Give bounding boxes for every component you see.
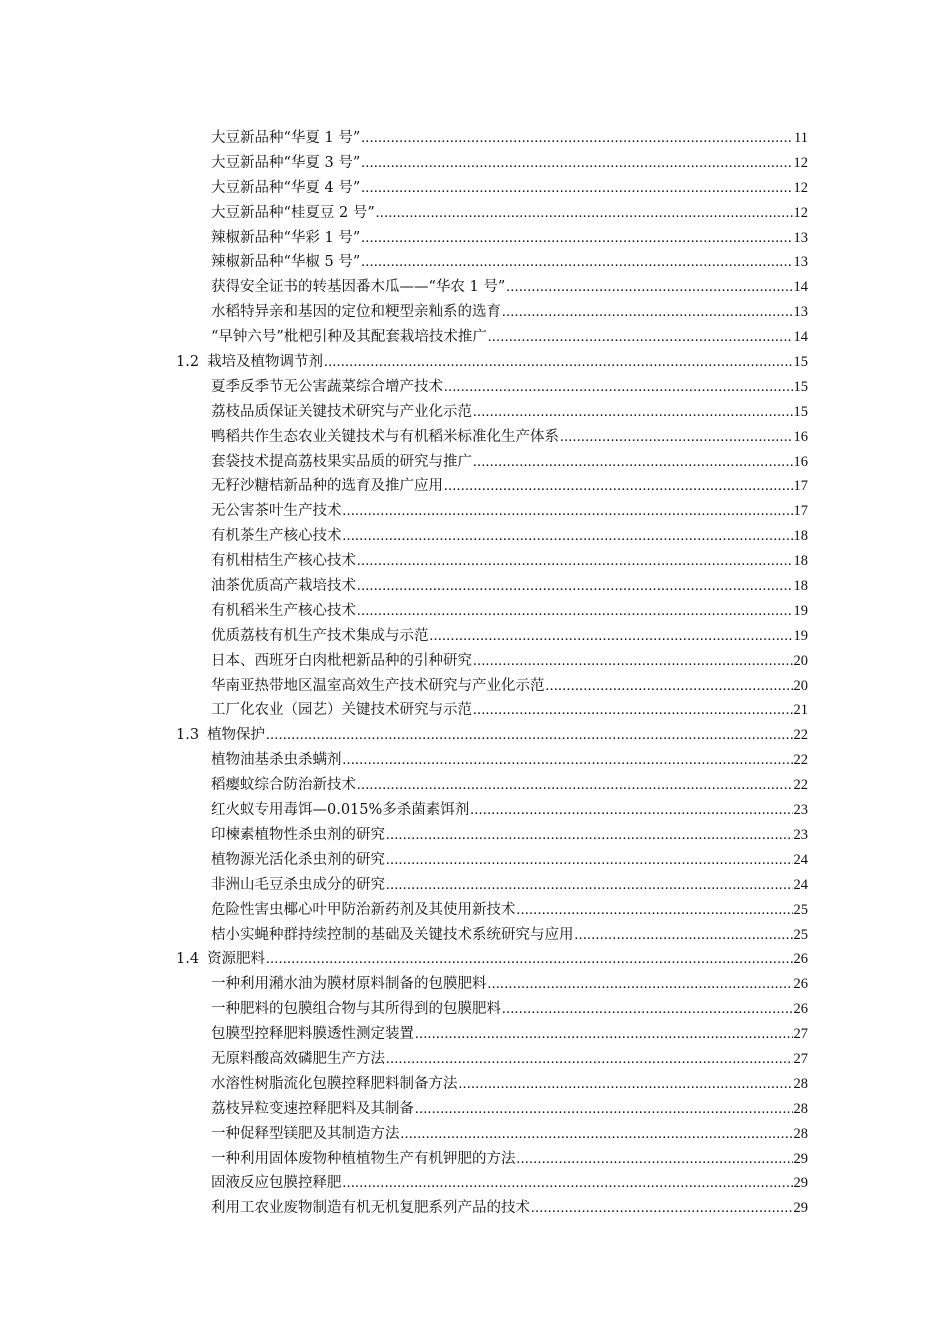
- toc-page-number: 29: [793, 1200, 808, 1217]
- toc-dot-leader: [560, 425, 793, 450]
- toc-page-number: 12: [793, 179, 808, 196]
- toc-page-number: 24: [793, 876, 808, 893]
- toc-entry-title: 油茶优质高产栽培技术: [211, 578, 356, 595]
- toc-entry-title: 红火蚁专用毒饵—0.015%多杀菌素饵剂: [211, 802, 470, 819]
- table-of-contents: [0, 126, 950, 1221]
- toc-entry-title: 非洲山毛豆杀虫成分的研究: [211, 876, 385, 893]
- toc-page-number: 14: [793, 329, 808, 346]
- toc-dot-leader: [266, 723, 792, 748]
- toc-entry-title: 水稻特异亲和基因的定位和粳型亲籼系的选育: [211, 304, 501, 321]
- toc-dot-leader: [444, 375, 793, 400]
- toc-entry[interactable]: [0, 1196, 950, 1221]
- toc-page-number: 16: [793, 453, 808, 470]
- toc-page-number: 28: [793, 1125, 808, 1142]
- toc-dot-leader: [386, 823, 793, 848]
- toc-page-number: 14: [793, 279, 808, 296]
- toc-entry[interactable]: [0, 375, 950, 400]
- toc-entry-title: 危险性害虫椰心叶甲防治新药剂及其使用新技术: [211, 901, 516, 918]
- toc-dot-leader: [361, 250, 792, 275]
- toc-entry-title: 植物保护: [207, 727, 266, 744]
- toc-section-number: 1.3: [176, 727, 200, 744]
- toc-entry[interactable]: [0, 1072, 950, 1097]
- toc-dot-leader: [415, 1097, 793, 1122]
- toc-dot-leader: [430, 624, 793, 649]
- toc-dot-leader: [386, 1047, 793, 1072]
- toc-entry[interactable]: [0, 549, 950, 574]
- toc-entry-title: 包膜型控释肥料膜透性测定装置: [211, 1026, 414, 1043]
- toc-page-number: 26: [793, 976, 808, 993]
- toc-page-number: 22: [793, 752, 808, 769]
- toc-entry[interactable]: [0, 748, 950, 773]
- toc-entry-title: 辣椒新品种“华椒 5 号”: [211, 254, 361, 271]
- toc-dot-leader: [361, 126, 793, 151]
- toc-dot-leader: [502, 997, 793, 1022]
- toc-entry[interactable]: [0, 674, 950, 699]
- toc-entry-title: 利用工农业废物制造有机无机复肥系列产品的技术: [211, 1200, 530, 1217]
- toc-dot-leader: [473, 649, 793, 674]
- toc-entry-title: 印楝素植物性杀虫剂的研究: [211, 826, 385, 843]
- toc-entry-title: “早钟六号”枇杷引种及其配套栽培技术推广: [211, 329, 487, 346]
- toc-entry[interactable]: [0, 1047, 950, 1072]
- toc-entry[interactable]: [0, 275, 950, 300]
- toc-entry-title: 有机茶生产核心技术: [211, 528, 342, 545]
- toc-entry-title: 稻瘿蚊综合防治新技术: [211, 777, 356, 794]
- toc-page-number: 21: [793, 702, 808, 719]
- toc-entry-title: 栽培及植物调节剂: [207, 354, 324, 371]
- toc-entry[interactable]: [0, 574, 950, 599]
- toc-entry-title: 工厂化农业（园艺）关键技术研究与示范: [211, 702, 472, 719]
- toc-entry[interactable]: [0, 176, 950, 201]
- toc-dot-leader: [361, 226, 792, 251]
- toc-dot-leader: [473, 400, 793, 425]
- toc-entry-title: 大豆新品种“华夏 3 号”: [211, 154, 361, 171]
- toc-dot-leader: [473, 698, 793, 723]
- toc-entry[interactable]: [0, 649, 950, 674]
- toc-entry[interactable]: [0, 624, 950, 649]
- toc-entry-title: 无原料酸高效磷肥生产方法: [211, 1050, 385, 1067]
- toc-entry[interactable]: [0, 425, 950, 450]
- toc-entry[interactable]: [0, 798, 950, 823]
- toc-entry[interactable]: [0, 201, 950, 226]
- toc-entry-title: 固液反应包膜控释肥: [211, 1175, 342, 1192]
- toc-page-number: 18: [793, 528, 808, 545]
- toc-entry-title: 一种利用固体废物种植植物生产有机钾肥的方法: [211, 1150, 516, 1167]
- toc-dot-leader: [357, 574, 793, 599]
- toc-page-number: 27: [793, 1026, 808, 1043]
- toc-section-number: 1.4: [176, 951, 200, 968]
- toc-dot-leader: [357, 773, 793, 798]
- toc-dot-leader: [470, 798, 792, 823]
- toc-page-number: 28: [793, 1100, 808, 1117]
- toc-entry-title: 无籽沙糖桔新品种的选育及推广应用: [211, 478, 443, 495]
- toc-entry-title: 大豆新品种“桂夏豆 2 号”: [211, 204, 375, 221]
- toc-page-number: 22: [793, 777, 808, 794]
- toc-entry-title: 日本、西班牙白肉枇杷新品种的引种研究: [211, 652, 472, 669]
- toc-entry[interactable]: [0, 474, 950, 499]
- toc-dot-leader: [357, 599, 793, 624]
- toc-dot-leader: [386, 848, 793, 873]
- toc-entry[interactable]: [0, 450, 950, 475]
- toc-dot-leader: [473, 450, 793, 475]
- toc-page-number: 25: [793, 926, 808, 943]
- toc-entry[interactable]: [0, 698, 950, 723]
- toc-entry-title: 无公害茶叶生产技术: [211, 503, 342, 520]
- toc-dot-leader: [575, 923, 793, 948]
- toc-entry[interactable]: [0, 1122, 950, 1147]
- toc-entry-title: 植物油基杀虫杀螨剂: [211, 752, 342, 769]
- toc-entry[interactable]: [0, 1147, 950, 1172]
- toc-entry-title: 荔枝品质保证关键技术研究与产业化示范: [211, 403, 472, 420]
- toc-page-number: 26: [793, 951, 808, 968]
- toc-page-number: 17: [793, 503, 808, 520]
- toc-page-number: 23: [793, 826, 808, 843]
- toc-entry[interactable]: [0, 400, 950, 425]
- toc-page-number: 19: [793, 627, 808, 644]
- toc-entry-title: 鸭稻共作生态农业关键技术与有机稻米标准化生产体系: [211, 428, 559, 445]
- toc-entry[interactable]: [0, 997, 950, 1022]
- toc-entry[interactable]: [0, 1022, 950, 1047]
- toc-page-number: 23: [793, 802, 808, 819]
- toc-entry-title: 大豆新品种“华夏 4 号”: [211, 179, 361, 196]
- toc-page-number: 15: [793, 403, 808, 420]
- toc-dot-leader: [343, 748, 793, 773]
- toc-dot-leader: [343, 499, 793, 524]
- toc-dot-leader: [488, 972, 793, 997]
- toc-entry-title: 一种肥料的包膜组合物与其所得到的包膜肥料: [211, 1001, 501, 1018]
- toc-dot-leader: [357, 549, 793, 574]
- toc-dot-leader: [517, 898, 793, 923]
- toc-dot-leader: [361, 176, 792, 201]
- toc-page-number: 25: [793, 901, 808, 918]
- toc-section-number: 1.2: [176, 354, 200, 371]
- toc-entry-title: 获得安全证书的转基因番木瓜——“华农 1 号”: [211, 279, 506, 296]
- toc-page-number: 12: [793, 204, 808, 221]
- toc-dot-leader: [343, 524, 793, 549]
- toc-entry[interactable]: [0, 1171, 950, 1196]
- toc-dot-leader: [546, 674, 793, 699]
- toc-page-number: 22: [793, 727, 808, 744]
- toc-entry-title: 有机柑桔生产核心技术: [211, 553, 356, 570]
- toc-dot-leader: [488, 325, 793, 350]
- toc-entry-title: 夏季反季节无公害蔬菜综合增产技术: [211, 378, 443, 395]
- toc-page-number: 15: [793, 378, 808, 395]
- toc-page-number: 16: [793, 428, 808, 445]
- toc-section-heading[interactable]: [0, 723, 950, 748]
- toc-entry[interactable]: [0, 325, 950, 350]
- toc-entry[interactable]: [0, 1097, 950, 1122]
- toc-entry[interactable]: [0, 773, 950, 798]
- toc-entry-title: 一种利用潲水油为膜材原料制备的包膜肥料: [211, 976, 487, 993]
- toc-entry-title: 有机稻米生产核心技术: [211, 602, 356, 619]
- toc-entry[interactable]: [0, 250, 950, 275]
- toc-page-number: 26: [793, 1001, 808, 1018]
- toc-dot-leader: [386, 873, 793, 898]
- toc-page-number: 19: [793, 602, 808, 619]
- toc-entry[interactable]: [0, 499, 950, 524]
- toc-dot-leader: [361, 151, 792, 176]
- toc-page-number: 28: [793, 1075, 808, 1092]
- toc-entry[interactable]: [0, 599, 950, 624]
- toc-entry-title: 套袋技术提高荔枝果实品质的研究与推广: [211, 453, 472, 470]
- toc-page-number: 18: [793, 553, 808, 570]
- toc-entry[interactable]: [0, 923, 950, 948]
- toc-entry[interactable]: [0, 524, 950, 549]
- toc-dot-leader: [415, 1022, 793, 1047]
- toc-dot-leader: [444, 474, 793, 499]
- toc-dot-leader: [506, 275, 792, 300]
- toc-entry-title: 桔小实蝇种群持续控制的基础及关键技术系统研究与应用: [211, 926, 574, 943]
- toc-entry[interactable]: [0, 873, 950, 898]
- toc-entry[interactable]: [0, 848, 950, 873]
- toc-dot-leader: [266, 947, 792, 972]
- toc-dot-leader: [531, 1196, 793, 1221]
- toc-section-heading[interactable]: [0, 947, 950, 972]
- toc-page-number: 15: [793, 354, 808, 371]
- toc-page-number: 13: [793, 229, 808, 246]
- toc-dot-leader: [517, 1147, 793, 1172]
- toc-entry[interactable]: [0, 300, 950, 325]
- toc-page-number: 12: [793, 154, 808, 171]
- toc-page-number: 29: [793, 1150, 808, 1167]
- toc-page-number: 18: [793, 578, 808, 595]
- toc-page-number: 29: [793, 1175, 808, 1192]
- toc-entry[interactable]: [0, 151, 950, 176]
- toc-entry-title: 资源肥料: [207, 951, 266, 968]
- toc-page-number: 24: [793, 851, 808, 868]
- toc-entry[interactable]: [0, 823, 950, 848]
- toc-dot-leader: [401, 1122, 793, 1147]
- toc-page-number: 20: [793, 677, 808, 694]
- toc-section-heading[interactable]: [0, 350, 950, 375]
- toc-entry-title: 华南亚热带地区温室高效生产技术研究与产业化示范: [211, 677, 545, 694]
- toc-entry-title: 荔枝异粒变速控释肥料及其制备: [211, 1100, 414, 1117]
- toc-dot-leader: [376, 201, 793, 226]
- toc-page-number: 20: [793, 652, 808, 669]
- toc-entry[interactable]: [0, 898, 950, 923]
- toc-entry[interactable]: [0, 126, 950, 151]
- toc-entry[interactable]: [0, 972, 950, 997]
- toc-entry-title: 植物源光活化杀虫剂的研究: [211, 851, 385, 868]
- toc-entry-title: 一种促释型镁肥及其制造方法: [211, 1125, 400, 1142]
- toc-dot-leader: [343, 1171, 793, 1196]
- toc-entry-title: 大豆新品种“华夏 1 号”: [211, 130, 361, 146]
- toc-entry-title: 辣椒新品种“华彩 1 号”: [211, 229, 361, 246]
- toc-page-number: 13: [793, 254, 808, 271]
- toc-entry-title: 优质荔枝有机生产技术集成与示范: [211, 627, 429, 644]
- toc-entry-title: 水溶性树脂流化包膜控释肥料制备方法: [211, 1075, 458, 1092]
- toc-dot-leader: [324, 350, 792, 375]
- toc-page-number: 11: [794, 130, 808, 146]
- toc-page-number: 13: [793, 304, 808, 321]
- toc-dot-leader: [459, 1072, 793, 1097]
- toc-page-number: 17: [793, 478, 808, 495]
- toc-entry[interactable]: [0, 226, 950, 251]
- toc-dot-leader: [502, 300, 793, 325]
- toc-page-number: 27: [793, 1050, 808, 1067]
